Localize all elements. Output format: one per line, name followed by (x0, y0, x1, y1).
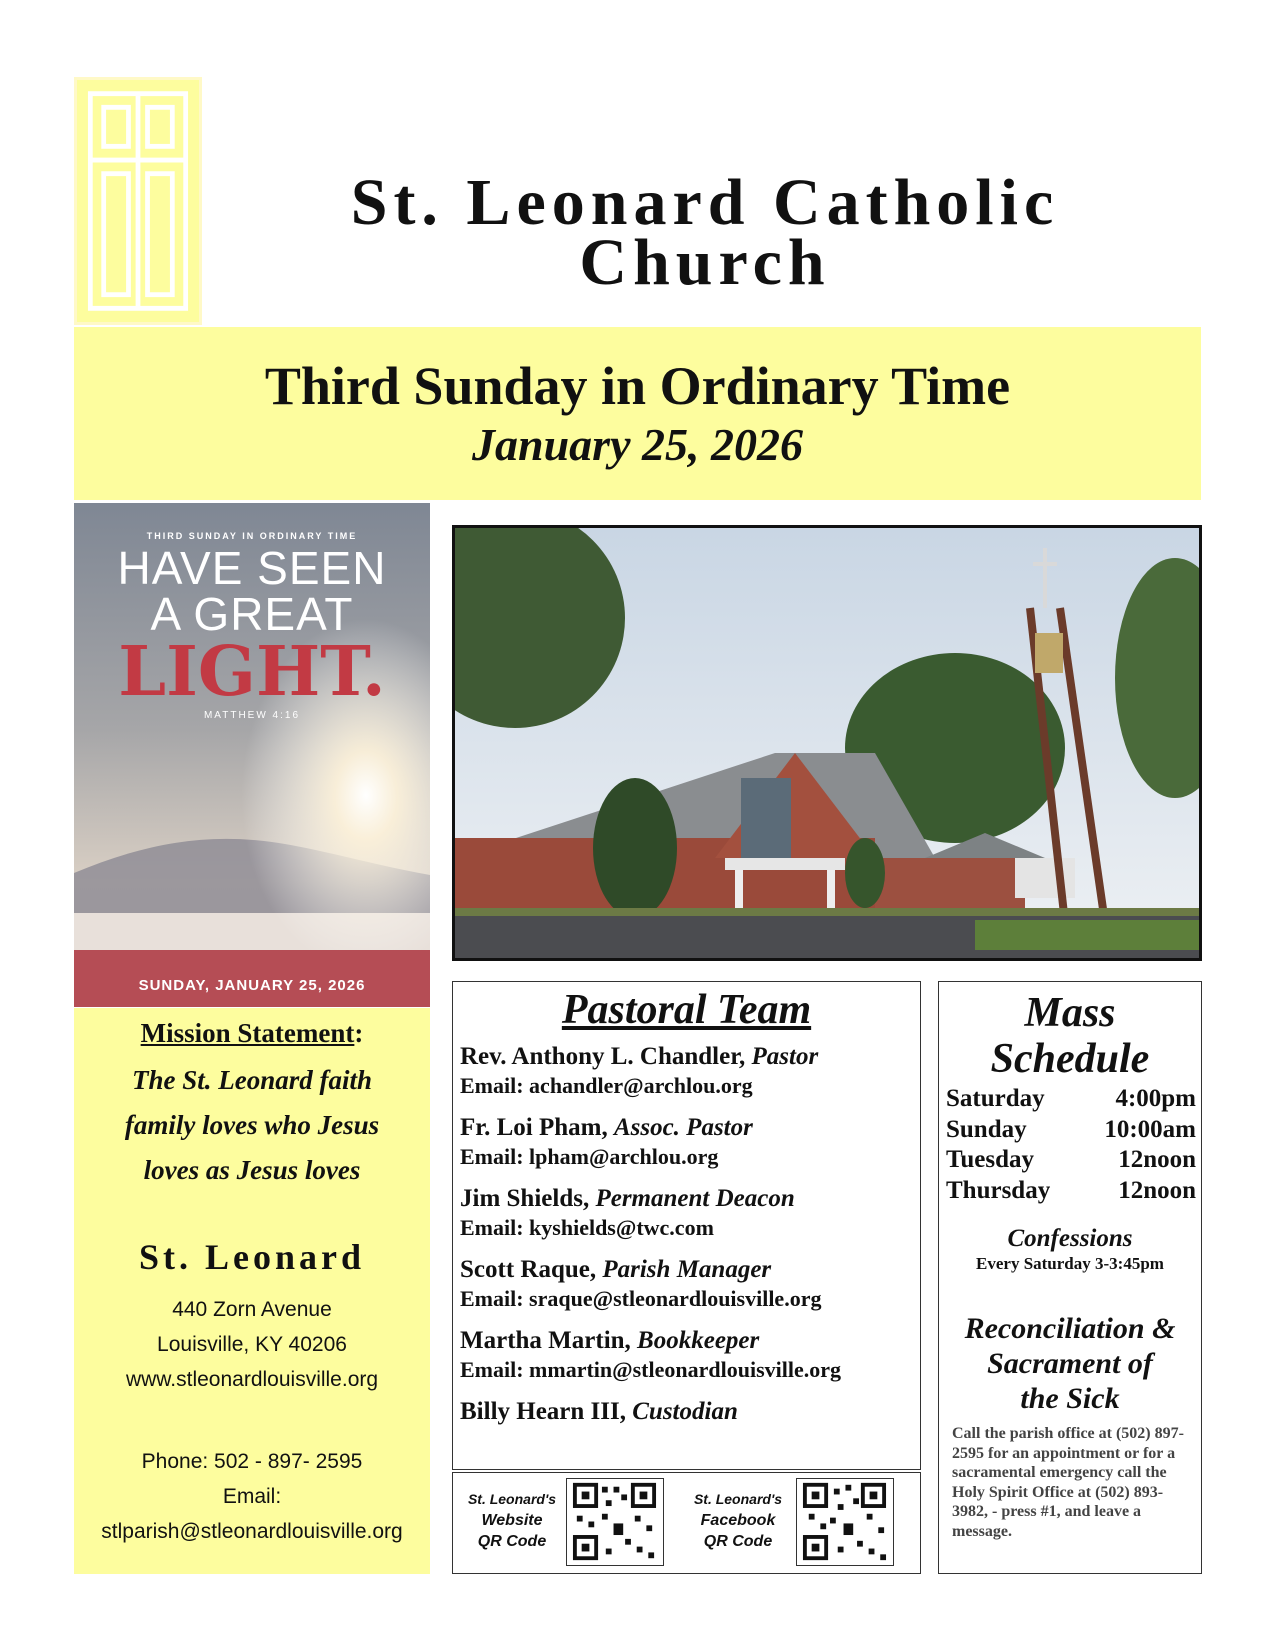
website-qr-label (460, 1489, 564, 1552)
church-photo (452, 525, 1202, 961)
qr-label-line: Facebook (700, 1512, 776, 1529)
team-member-email[interactable]: Email: lpham@archlou.org (460, 1144, 719, 1169)
team-member-name (460, 1114, 753, 1142)
member-name: Fr. Loi Pham, (460, 1114, 614, 1141)
poster-caption: THIRD SUNDAY IN ORDINARY TIME (146, 531, 358, 541)
mass-time: 10:00am (1104, 1116, 1196, 1143)
phone-number: Phone: 502 - 897- 2595 (141, 1450, 363, 1473)
poster-line2: A GREAT (150, 588, 354, 640)
mass-day: Thursday (946, 1177, 1051, 1204)
team-member-email[interactable]: Email: kyshields@twc.com (460, 1215, 714, 1240)
mass-title-line2: Schedule (990, 1036, 1150, 1082)
poster-date: SUNDAY, JANUARY 25, 2026 (138, 977, 366, 994)
qr-label-line: Website (481, 1512, 543, 1529)
team-member-name (460, 1398, 738, 1426)
mass-schedule-title (938, 990, 1202, 1082)
address-line1: 440 Zorn Avenue (172, 1298, 332, 1321)
member-role: Assoc. Pastor (613, 1114, 753, 1141)
facebook-qr-label (686, 1489, 790, 1552)
team-member-name (460, 1043, 818, 1071)
mass-day: Saturday (946, 1085, 1045, 1112)
mission-heading-colon: : (354, 1018, 364, 1048)
reconciliation-title-line: Reconciliation & (964, 1312, 1176, 1345)
sunday-title: Third Sunday in Ordinary Time (264, 356, 1011, 416)
qr-label-line: QR Code (703, 1533, 773, 1550)
website-link[interactable]: www.stleonardlouisville.org (125, 1368, 379, 1391)
poster-line1: HAVE SEEN (117, 542, 387, 594)
reconciliation-title-line: Sacrament of (987, 1347, 1153, 1380)
reconciliation-instructions: Call the parish office at (502) 897-2595 for an appointment or for a sacramental emergency call the Holy Spirit Office at (502) 893-3982, - press #1, and leave a message. (952, 1425, 1184, 1540)
mass-time: 12noon (1118, 1177, 1196, 1204)
member-role: Pastor (751, 1043, 819, 1070)
team-member-email[interactable]: Email: mmartin@stleonardlouisville.org (460, 1357, 841, 1382)
pastoral-team-title: Pastoral Team (561, 987, 812, 1033)
mass-title-line1: Mass (1024, 990, 1116, 1036)
team-member-email[interactable]: Email: achandler@archlou.org (460, 1073, 753, 1098)
mission-line: The St. Leonard faith (131, 1065, 373, 1095)
church-title-line2: Church (579, 226, 831, 299)
member-role: Parish Manager (602, 1256, 772, 1283)
mission-statement (80, 1058, 424, 1193)
mass-time: 12noon (1118, 1146, 1196, 1173)
member-name: Rev. Anthony L. Chandler, (460, 1043, 752, 1070)
member-name: Billy Hearn III, (460, 1398, 633, 1425)
reconciliation-title-line: the Sick (1020, 1382, 1120, 1415)
reconciliation-title (938, 1311, 1202, 1416)
qr-label-line: St. Leonard's (467, 1491, 557, 1507)
parish-name: St. Leonard (138, 1237, 366, 1277)
member-name: Martha Martin, (460, 1327, 638, 1354)
confessions-title: Confessions (1007, 1225, 1133, 1252)
parish-email-link[interactable]: stlparish@stleonardlouisville.org (101, 1520, 403, 1543)
team-member-name (460, 1256, 771, 1284)
member-role: Bookkeeper (637, 1327, 760, 1354)
poster-verse: MATTHEW 4:16 (203, 710, 301, 721)
team-member-name (460, 1185, 795, 1213)
sunday-poster-image (74, 503, 430, 1007)
team-member-name (460, 1327, 759, 1355)
mission-heading-text: Mission Statement (140, 1018, 355, 1048)
address-line2: Louisville, KY 40206 (157, 1333, 347, 1356)
email-label: Email: (222, 1485, 282, 1508)
mission-heading (74, 1018, 430, 1049)
mission-line: loves as Jesus loves (143, 1155, 361, 1185)
church-title-line1: St. Leonard Catholic (350, 166, 1060, 239)
confessions-time: Every Saturday 3-3:45pm (976, 1254, 1164, 1273)
member-role: Permanent Deacon (595, 1185, 795, 1212)
qr-label-line: St. Leonard's (693, 1491, 783, 1507)
website-qr-code[interactable] (566, 1478, 664, 1566)
team-member-email[interactable]: Email: sraque@stleonardlouisville.org (460, 1286, 822, 1311)
mass-day: Tuesday (946, 1146, 1035, 1173)
facebook-qr-code[interactable] (796, 1478, 894, 1566)
poster-line3: LIGHT. (118, 632, 386, 712)
member-name: Scott Raque, (460, 1256, 603, 1283)
member-role: Custodian (632, 1398, 738, 1425)
mission-line: family loves who Jesus (124, 1110, 380, 1140)
mass-day: Sunday (946, 1116, 1027, 1143)
church-logo (74, 77, 202, 325)
member-name: Jim Shields, (460, 1185, 596, 1212)
mass-time: 4:00pm (1115, 1085, 1196, 1112)
church-title (225, 166, 1185, 299)
sunday-date: January 25, 2026 (472, 419, 803, 470)
qr-label-line: QR Code (477, 1533, 547, 1550)
